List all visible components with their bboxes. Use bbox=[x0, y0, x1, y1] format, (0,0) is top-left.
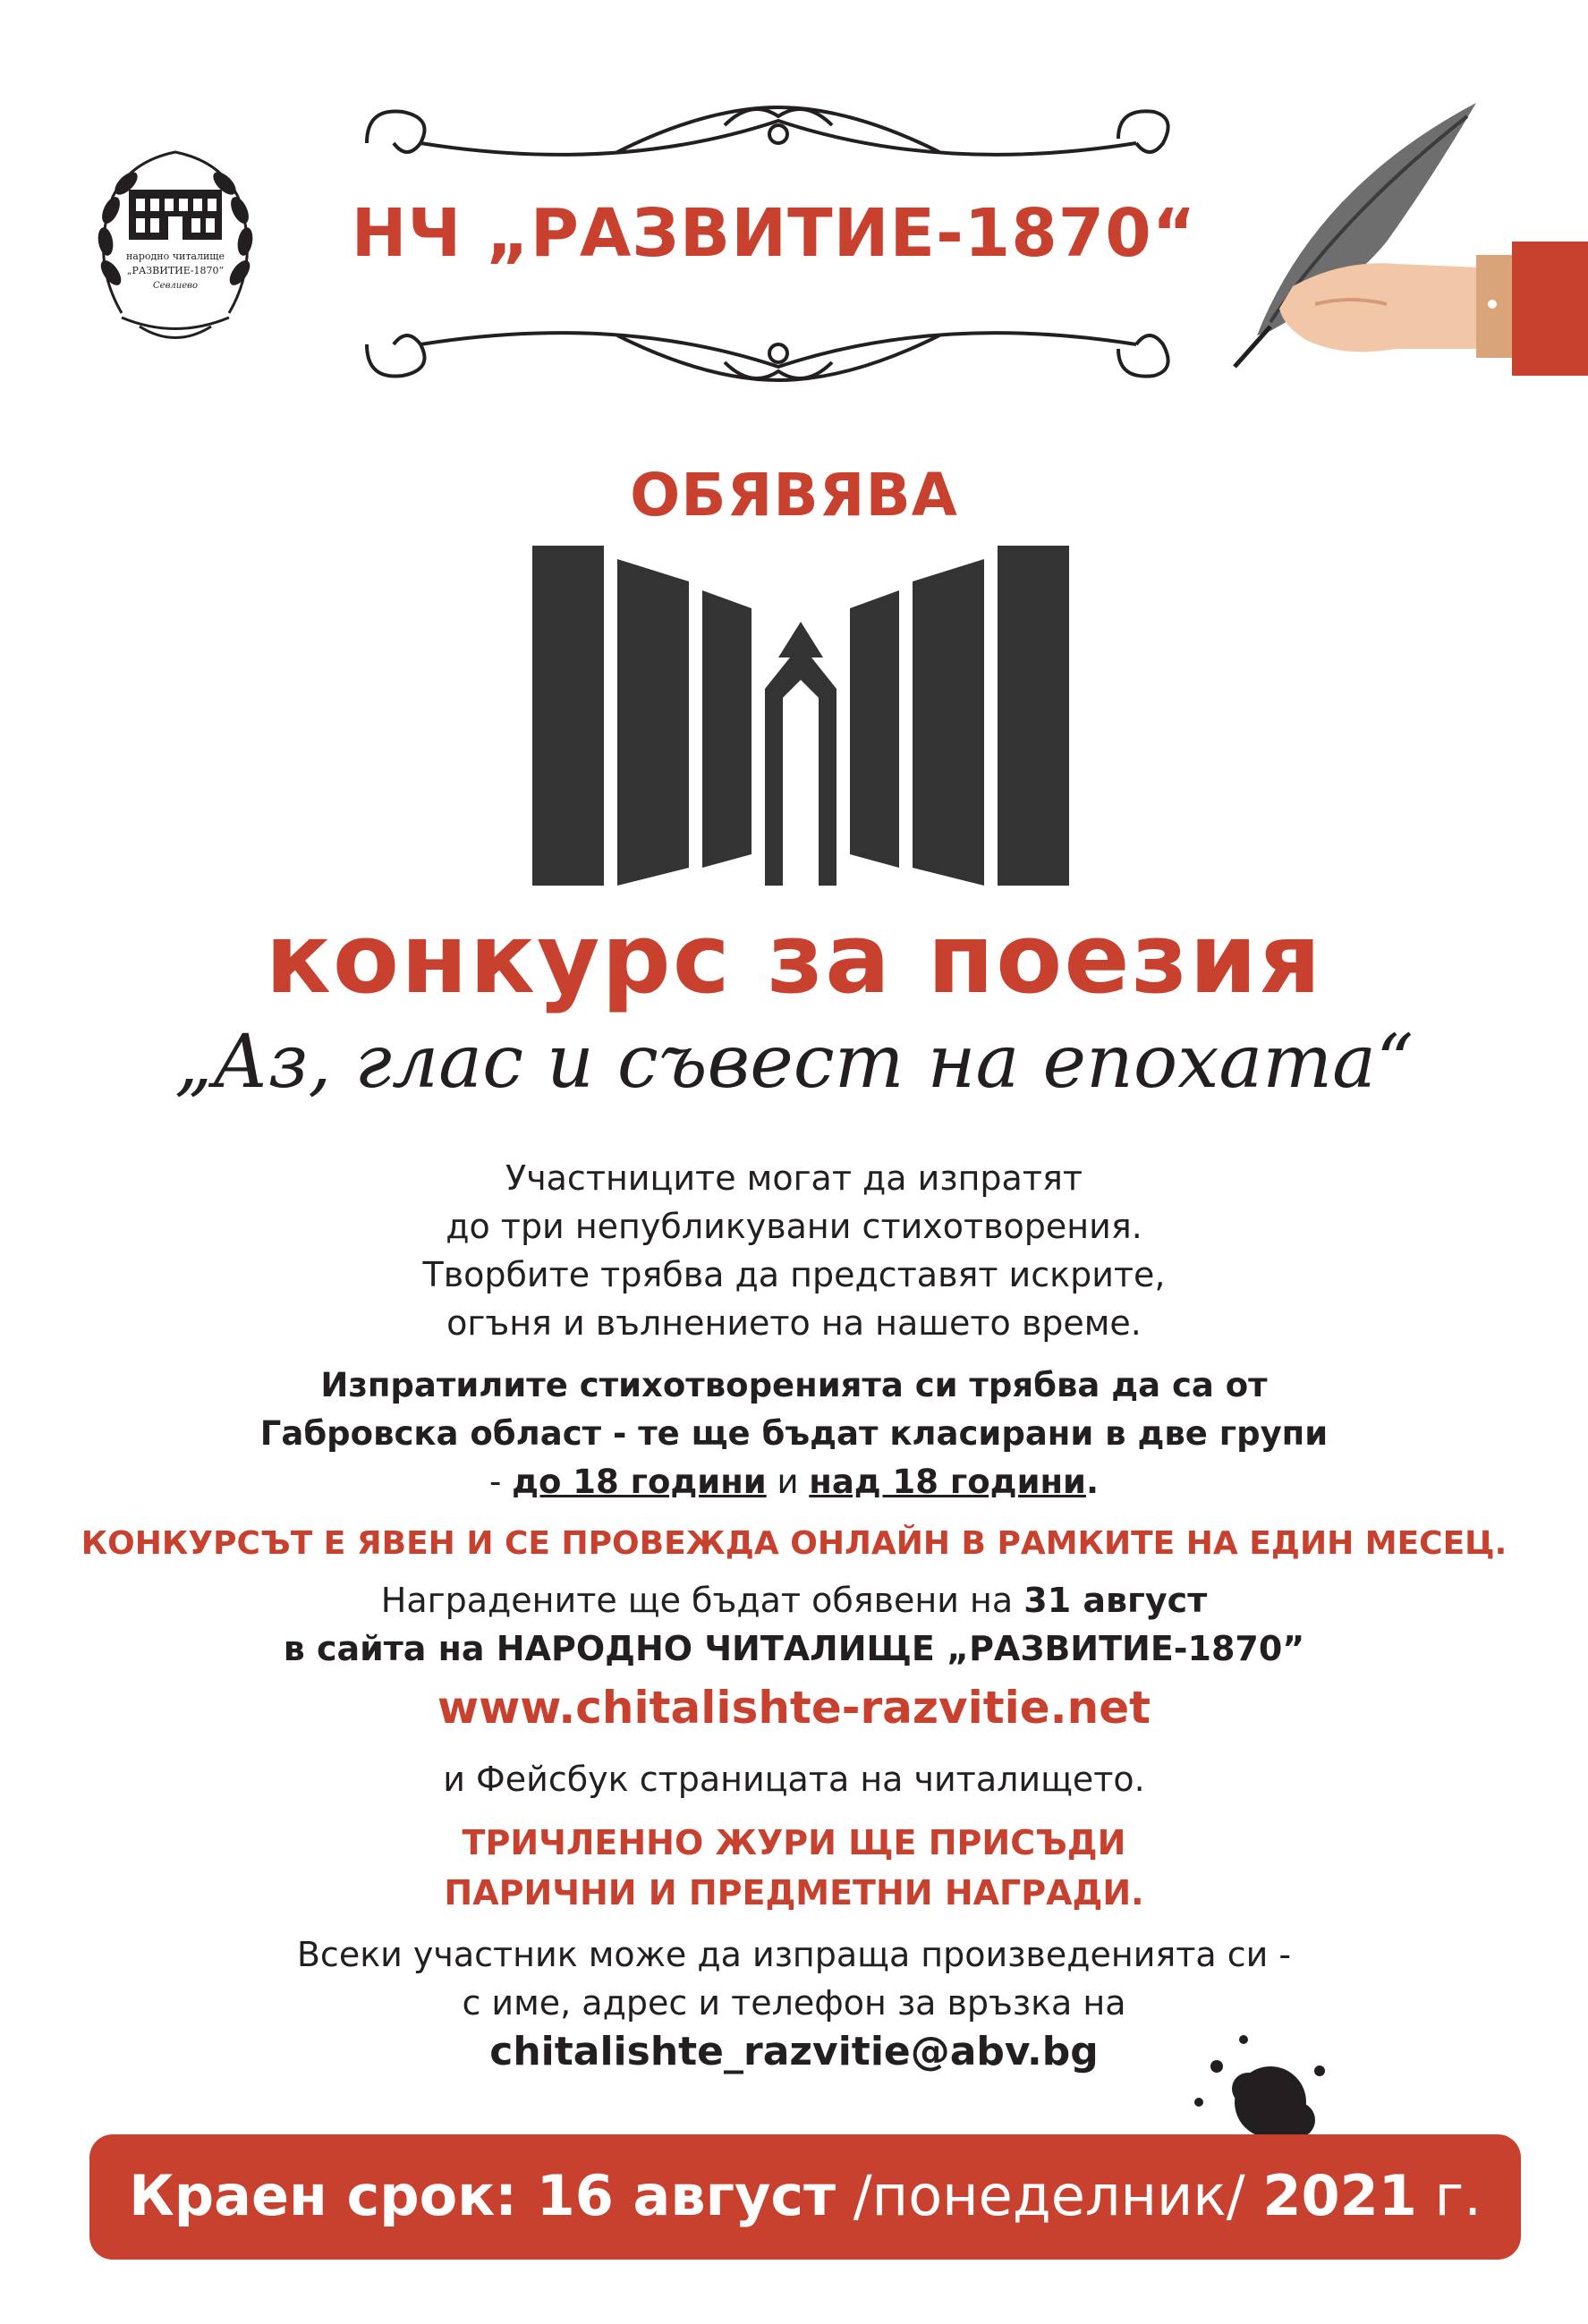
rules-and: и bbox=[766, 1463, 810, 1501]
swirl-ornament-bottom bbox=[349, 300, 1208, 398]
winners-line-2 bbox=[0, 1624, 1588, 1673]
jury-line-1: ТРИЧЛЕННО ЖУРИ ЩЕ ПРИСЪДИ bbox=[462, 1823, 1126, 1862]
intro-line: Участниците могат да изпратят bbox=[505, 1158, 1083, 1198]
book-house-logo bbox=[532, 546, 1069, 886]
contest-label: конкурс за поезия bbox=[265, 903, 1323, 1015]
winners-org: НАРОДНО ЧИТАЛИЩЕ „РАЗВИТИЕ-1870” bbox=[496, 1629, 1305, 1668]
deadline-label: Краен срок: 16 август bbox=[129, 2163, 836, 2228]
website-link[interactable]: www.chitalishte-razvitie.net bbox=[437, 1682, 1151, 1734]
organization-name: НЧ „РАЗВИТИЕ-1870“ bbox=[351, 195, 1197, 272]
quill-hand-illustration bbox=[1208, 81, 1588, 376]
winners-site-text: в сайта на bbox=[283, 1629, 497, 1668]
email-link[interactable]: chitalishte_razvitie@abv.bg bbox=[489, 2029, 1099, 2074]
deadline-day: /понеделник/ bbox=[836, 2163, 1263, 2228]
logo-text-2: „РАЗВИТИЕ-1870“ bbox=[126, 265, 225, 276]
jury-paragraph bbox=[0, 1818, 1588, 1918]
chitalishte-emblem-logo bbox=[86, 134, 265, 358]
jury-line-2: ПАРИЧНИ И ПРЕДМЕТНИ НАГРАДИ. bbox=[444, 1873, 1144, 1913]
age-group-over: над 18 години bbox=[809, 1463, 1086, 1501]
intro-line: до три непубликувани стихотворения. bbox=[446, 1207, 1142, 1246]
winners-paragraph bbox=[0, 1576, 1588, 1673]
deadline-suffix: г. bbox=[1416, 2163, 1482, 2228]
contest-notice: КОНКУРСЪТ Е ЯВЕН И СЕ ПРОВЕЖДА ОНЛАЙН В РАМКИТЕ НА ЕДИН МЕСЕЦ. bbox=[81, 1525, 1507, 1562]
intro-line: огъня и вълнението на нашето време. bbox=[446, 1303, 1142, 1343]
announce-heading: ОБЯВЯВА bbox=[630, 461, 958, 530]
intro-paragraph bbox=[0, 1154, 1588, 1347]
rules-dash: - bbox=[488, 1463, 513, 1501]
rules-line-2: Габровска област - те ще бъдат класирани в две групи bbox=[259, 1414, 1329, 1453]
rules-line-1: Изпратилите стихотворенията си трябва да са от bbox=[320, 1366, 1268, 1404]
swirl-ornament-top bbox=[349, 89, 1208, 188]
submit-line-1: Всеки участник може да изпраща произведенията си - bbox=[296, 1935, 1292, 1974]
logo-text-3: Севлиево bbox=[153, 281, 198, 291]
facebook-text: и Фейсбук страницата на читалището. bbox=[443, 1760, 1145, 1799]
rules-period: . bbox=[1085, 1463, 1100, 1501]
contest-title: „Аз, глас и съвест на епохата“ bbox=[174, 1020, 1414, 1105]
winners-date: 31 август bbox=[1023, 1581, 1208, 1620]
intro-line: Творбите трябва да представят искрите, bbox=[422, 1255, 1166, 1294]
rules-paragraph bbox=[0, 1361, 1588, 1506]
submit-line-2: с име, адрес и телефон за връзка на bbox=[462, 1983, 1126, 2023]
age-group-under: до 18 години bbox=[512, 1463, 767, 1501]
winners-line-1 bbox=[0, 1576, 1588, 1624]
deadline-text bbox=[89, 2163, 1521, 2228]
deadline-year: 2021 bbox=[1262, 2163, 1417, 2228]
winners-text: Наградените ще бъдат обявени на bbox=[380, 1581, 1024, 1620]
logo-text-1: народно читалище bbox=[125, 250, 225, 262]
rules-line-3 bbox=[0, 1458, 1588, 1506]
